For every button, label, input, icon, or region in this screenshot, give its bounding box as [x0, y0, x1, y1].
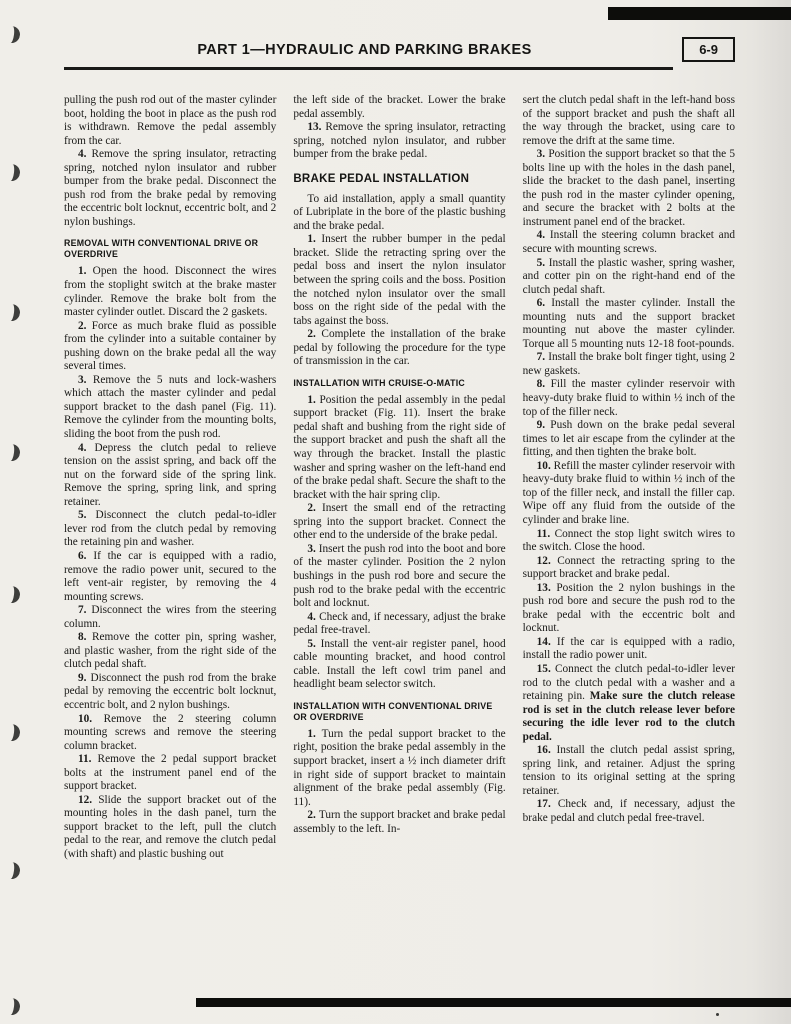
step-number: 13. [536, 581, 557, 594]
step-number: 13. [307, 121, 326, 134]
step-number: 9. [78, 671, 91, 684]
paragraph: sert the clutch pedal shaft in the left-hand boss of the support bracket and push the shaft all the way through the bracket, using care to remove the drift at the same time. [522, 94, 735, 147]
step-paragraph: 6. If the car is equipped with a radio, remove the radio power unit, secured to the left vent-air register, by removing the 4 mounting screws. [64, 549, 277, 603]
text-column [64, 94, 276, 862]
step-paragraph: 10. Refill the master cylinder reservoir with heavy-duty brake fluid to within ½ inch of the top of the filler neck, and install the filler cap. Wipe off any fluid from the outside of the cylinder and brake line. [522, 459, 735, 526]
step-paragraph: 5. Disconnect the clutch pedal-to-idler lever rod from the clutch pedal by removing the retaining pin and washer. [64, 509, 277, 549]
step-number: 3. [307, 542, 319, 555]
text-column [523, 94, 735, 862]
step-number: 7. [536, 351, 549, 364]
step-number: 5. [307, 637, 321, 650]
paragraph: To aid installation, apply a small quantity of Lubriplate in the bore of the plastic bushing and the brake pedal. [293, 192, 506, 232]
step-paragraph: 3. Remove the 5 nuts and lock-washers which attach the master cylinder and pedal support bracket to the dash panel (Fig. 11). Remove the cylinder from the mounting bolts, sliding the boot from the push rod. [64, 373, 277, 441]
step-paragraph: 15. Connect the clutch pedal-to-idler lever rod to the clutch pedal with a washer and a retaining pin. Make sure the clutch release rod is set in the clutch release lever before securing the idle lever rod to the clutch pedal. [522, 662, 735, 743]
paragraph: pulling the push rod out of the master cylinder boot, holding the boot in place as the push rod is withdrawn. Remove the pedal assembly from the car. [64, 94, 277, 147]
subsection-heading: REMOVAL WITH CONVENTIONAL DRIVE OR OVERDRIVE [64, 238, 259, 260]
binding-mark [2, 443, 21, 462]
step-paragraph: 7. Disconnect the wires from the steering column. [64, 604, 277, 630]
binding-mark [2, 861, 21, 880]
step-paragraph: 4. Check and, if necessary, adjust the brake pedal free-travel. [293, 610, 506, 637]
binding-mark [2, 723, 21, 742]
step-paragraph: 1. Open the hood. Disconnect the wires from the stoplight switch at the brake master cylinder. Remove the brake bolt from the master cylinder outlet. Discard the 2 gaskets. [64, 265, 277, 319]
step-paragraph: 1. Insert the rubber bumper in the pedal bracket. Slide the retracting spring over the pedal boss and insert the nylon insulator between the spring coils and the boss. Position the notched nylon insulator over the small boss on the right side of the pedal with the tabs against the boss. [293, 233, 506, 327]
step-number: 11. [78, 753, 98, 766]
step-number: 2. [307, 809, 319, 822]
scan-artifact-top-bar [608, 7, 791, 20]
step-number: 10. [78, 712, 104, 725]
step-number: 4. [78, 441, 95, 454]
step-paragraph: 7. Install the brake bolt finger tight, using 2 new gaskets. [522, 351, 735, 377]
step-paragraph: 5. Install the plastic washer, spring washer, and cotter pin on the right-hand end of the clutch pedal shaft. [522, 256, 735, 296]
binding-mark [2, 163, 21, 182]
step-number: 5. [78, 509, 96, 522]
step-paragraph: 9. Disconnect the push rod from the brake pedal by removing the eccentric bolt locknut, eccentric bolt, and 2 nylon bushings. [64, 671, 277, 711]
step-paragraph: 14. If the car is equipped with a radio, install the radio power unit. [522, 635, 735, 662]
subsection-heading: INSTALLATION WITH CONVENTIONAL DRIVE OR OVERDRIVE [293, 700, 493, 722]
binding-mark [2, 25, 21, 44]
header-rule [64, 67, 673, 70]
emphasis-text: Make sure the clutch release rod is set in the clutch release lever before securing the idle lever rod to the clutch pedal. [522, 690, 735, 743]
step-number: 3. [536, 148, 549, 161]
step-paragraph: 12. Slide the support bracket out of the mounting holes in the dash panel, turn the support bracket to the left, pull the clutch pedal to the rear, and remove the clutch pedal (with shaft) and plastic bushing out [64, 793, 277, 860]
step-paragraph: 17. Check and, if necessary, adjust the brake pedal and clutch pedal free-travel. [522, 798, 735, 824]
page-number: 6-9 [682, 37, 735, 62]
step-number: 2. [307, 328, 322, 341]
step-number: 2. [307, 502, 322, 515]
scan-artifact-bottom-bar [196, 998, 791, 1007]
step-paragraph: 2. Turn the support bracket and brake pedal assembly to the left. In- [293, 809, 506, 835]
step-paragraph: 4. Depress the clutch pedal to relieve tension on the assist spring, and back off the nut on the forward side of the spring link. Remove the spring, spring link, and spring retainer. [64, 441, 277, 508]
step-number: 8. [78, 631, 92, 644]
step-number: 6. [536, 297, 552, 310]
step-paragraph: 3. Position the support bracket so that the 5 bolts line up with the holes in the dash panel, slide the bracket to the dash panel, inserting the push rod in the master cylinder opening, and secure the bracket with 2 bolts at the instrument panel end of the bracket. [522, 148, 735, 228]
step-paragraph: 4. Install the steering column bracket and secure with mounting screws. [522, 229, 735, 256]
step-number: 5. [536, 256, 549, 269]
section-heading: BRAKE PEDAL INSTALLATION [293, 172, 470, 185]
page-title: PART 1—HYDRAULIC AND PARKING BRAKES [197, 42, 532, 58]
step-paragraph: 1. Position the pedal assembly in the pedal support bracket (Fig. 11). Insert the brake pedal shaft and bushing from the right side of the support bracket and push the shaft all the way through the bracket. Install the plastic washer and spring washer on the left-hand end of the brake pedal shaft. Secure the shaft to the bracket with the hair spring clip. [293, 393, 506, 501]
step-paragraph: 2. Force as much brake fluid as possible from the cylinder into a suitable container by pushing down on the brake pedal all the way several times. [64, 319, 277, 373]
step-number: 4. [78, 148, 92, 161]
step-paragraph: 13. Remove the spring insulator, retracting spring, notched nylon insulator, and rubber bumper from the brake pedal. [293, 121, 506, 161]
step-paragraph: 10. Remove the 2 steering column mounting screws and remove the steering column bracket. [64, 712, 277, 752]
step-number: 12. [78, 793, 99, 806]
step-number: 1. [78, 265, 93, 278]
step-number: 15. [536, 662, 555, 675]
paragraph: the left side of the bracket. Lower the brake pedal assembly. [293, 94, 506, 120]
step-paragraph: 2. Complete the installation of the brake pedal by following the procedure for the type of transmission in the car. [293, 328, 506, 368]
step-number: 2. [78, 319, 92, 332]
text-column [293, 94, 505, 862]
step-paragraph: 4. Remove the spring insulator, retracting spring, notched nylon insulator and rubber bumper from the brake pedal. Disconnect the push rod from the brake pedal by removing the eccentric bolt locknut, eccentric bolt, and 2 nylon bushings. [64, 148, 277, 228]
step-paragraph: 1. Turn the pedal support bracket to the right, position the brake pedal assembly in the support bracket, insert a ½ inch diameter drift in right side of support bracket to maintain alignment of the brake pedal assembly (Fig. 11). [293, 727, 506, 808]
step-number: 14. [536, 635, 557, 648]
subsection-heading: INSTALLATION WITH CRUISE-O-MATIC [293, 377, 466, 388]
text-columns [64, 94, 735, 862]
scan-artifact-dot [716, 1013, 719, 1016]
step-paragraph: 8. Remove the cotter pin, spring washer, and plastic washer, from the right side of the clutch pedal shaft. [64, 631, 277, 671]
step-number: 10. [536, 459, 554, 472]
page-content [64, 32, 735, 862]
step-paragraph: 3. Insert the push rod into the boot and bore of the master cylinder. Position the 2 nylon bushings in the push rod bore and secure the push rod to the brake pedal with the eccentric bolt and locknut. [293, 542, 506, 610]
step-paragraph: 16. Install the clutch pedal assist spring, spring link, and retainer. Adjust the spring tension to its original setting at the spring retainer. [522, 744, 735, 797]
step-number: 8. [536, 378, 551, 391]
step-paragraph: 11. Connect the stop light switch wires to the switch. Close the hood. [522, 527, 735, 554]
binding-mark [2, 585, 21, 604]
binding-mark [2, 997, 21, 1016]
step-number: 7. [78, 604, 92, 617]
page-header [64, 32, 735, 64]
step-number: 1. [307, 233, 322, 246]
step-paragraph: 6. Install the master cylinder. Install the mounting nuts and the support bracket mounting nut above the master cylinder. Torque all 5 mounting nuts 12-18 foot-pounds. [522, 297, 735, 350]
step-number: 11. [536, 527, 555, 540]
step-number: 12. [536, 554, 558, 567]
step-number: 1. [307, 727, 322, 740]
step-paragraph: 5. Install the vent-air register panel, hood cable mounting bracket, and hood control cable. Install the left cowl trim panel and headlight beam selector switch. [293, 637, 506, 691]
step-paragraph: 2. Insert the small end of the retracting spring into the support bracket. Connect the other end to the underside of the brake pedal. [293, 502, 506, 542]
step-number: 16. [536, 744, 557, 757]
step-paragraph: 8. Fill the master cylinder reservoir with heavy-duty brake fluid to within ½ inch of the top of the filler neck. [522, 378, 735, 418]
step-paragraph: 13. Position the 2 nylon bushings in the push rod bore and secure the push rod to the brake pedal with the eccentric bolt and locknut. [522, 581, 735, 635]
step-number: 6. [78, 549, 94, 562]
step-number: 9. [536, 419, 551, 432]
step-number: 1. [307, 393, 320, 406]
step-number: 3. [78, 373, 93, 386]
step-number: 4. [536, 229, 550, 242]
binding-mark [2, 303, 21, 322]
step-number: 17. [536, 798, 558, 811]
step-paragraph: 11. Remove the 2 pedal support bracket bolts at the instrument panel end of the support bracket. [64, 753, 277, 793]
step-number: 4. [307, 610, 320, 623]
step-paragraph: 9. Push down on the brake pedal several times to let air escape from the cylinder at the fitting, and then tighten the brake bolt. [522, 419, 735, 459]
step-paragraph: 12. Connect the retracting spring to the support bracket and brake pedal. [522, 554, 735, 581]
